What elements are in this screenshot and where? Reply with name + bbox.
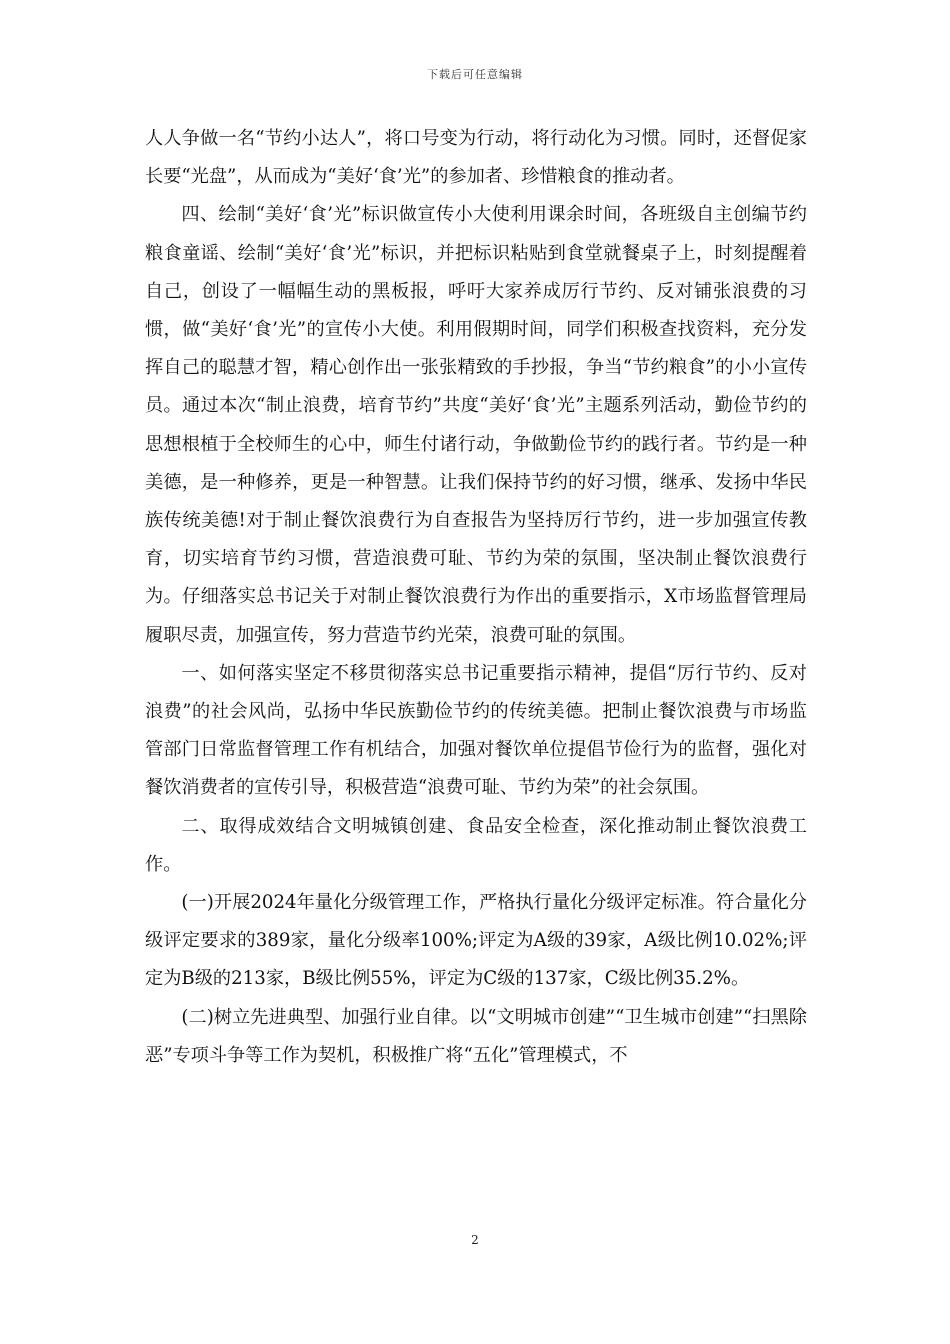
paragraph-section-four: 四、绘制“美好‘食’光”标识做宣传小大使利用课余时间，各班级自主创编节约粮食童谣、绘制“美好‘食’光”标识，并把标识粘贴到食堂就餐桌子上，时刻提醒着自己，创设了一幅幅生动的黑板报，呼吁大家养成厉行节约、反对铺张浪费的习惯，做“美好‘食’光”的宣传小大使。利用假期时间，同学们积极查找资料，充分发挥自己的聪慧才智，精心创作出一张张精致的手抄报，争当“节约粮食”的小小宣传员。通过本次“制止浪费，培育节约”共度“美好‘食’光”主题系列活动，勤俭节约的思想根植于全校师生的心中，师生付诸行动，争做勤俭节约的践行者。节约是一种美德，是一种修养，更是一种智慧。让我们保持节约的好习惯，继承、发扬中华民族传统美德!对于制止餐饮浪费行为自查报告为坚持厉行节约，进一步加强宣传教育，切实培育节约习惯，营造浪费可耻、节约为荣的氛围，坚决制止餐饮浪费行为。仔细落实总书记关于对制止餐饮浪费行为作出的重要指示，X市场监督管理局履职尽责，加强宣传，努力营造节约光荣，浪费可耻的氛围。 <box>145 204 807 646</box>
paragraph-continuation: 人人争做一名“节约小达人”，将口号变为行动，将行动化为习惯。同时，还督促家长要“光盘”，从而成为“美好‘食’光”的参加者、珍惜粮食的推动者。 <box>145 128 807 188</box>
page-number: 2 <box>471 1233 479 1247</box>
paragraph-section-one: 一、如何落实坚定不移贯彻落实总书记重要指示精神，提倡“厉行节约、反对浪费”的社会风尚，弘扬中华民族勤俭节约的传统美德。把制止餐饮浪费与市场监管部门日常监督管理工作有机结合，加强对餐饮单位提倡节俭行为的监督，强化对餐饮消费者的宣传引导，积极营造“浪费可耻、节约为荣”的社会氛围。 <box>145 662 807 799</box>
paragraph-section-two: 二、取得成效结合文明城镇创建、食品安全检查，深化推动制止餐饮浪费工作。 <box>145 815 807 875</box>
page-header: 下载后可任意编辑 <box>427 68 523 81</box>
paragraph-subsection-one: (一)开展2024年量化分级管理工作，严格执行量化分级评定标准。符合量化分级评定要求的389家，量化分级率100%;评定为A级的39家，A级比例10.02%;评定为B级的213家，B级比例55%，评定为C级的137家，C级比例35.2%。 <box>145 892 807 990</box>
paragraph-subsection-two: (二)树立先进典型、加强行业自律。以“文明城市创建”“卫生城市创建”“扫黑除恶”专项斗争等工作为契机，积极推广将“五化”管理模式，不 <box>145 1006 807 1066</box>
document-body <box>145 120 807 1075</box>
